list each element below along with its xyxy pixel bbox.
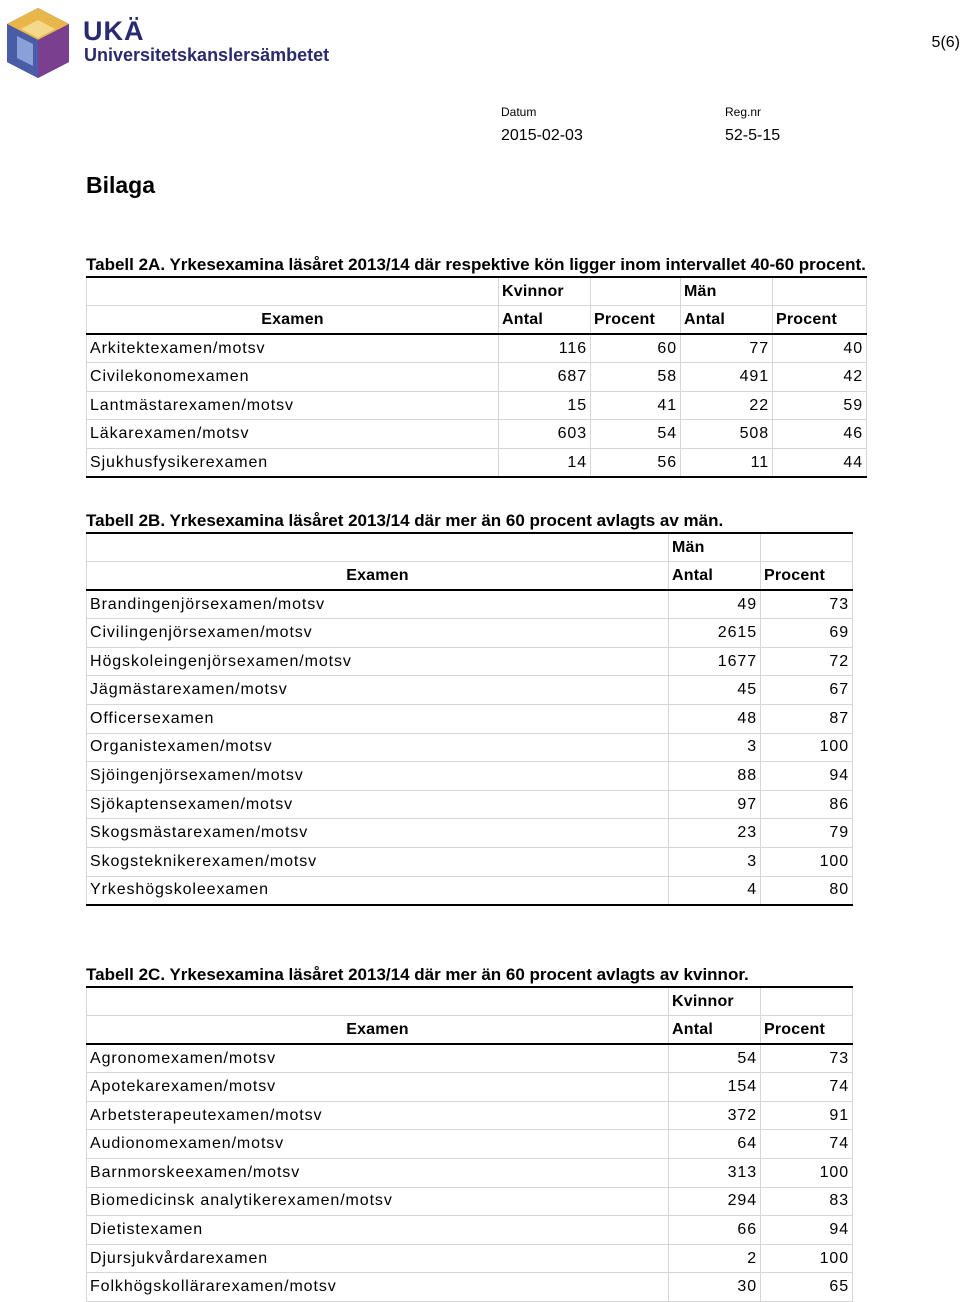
col-header-procent: Procent [761, 1016, 853, 1045]
table-row [87, 619, 853, 648]
cell-kvinnor-procent: 58 [591, 363, 681, 392]
table-row [87, 334, 867, 363]
cell-man-procent: 40 [773, 334, 867, 363]
reg-value: 52-5-15 [725, 127, 781, 144]
group-header-man: Män [669, 533, 761, 562]
cell-procent: 69 [761, 619, 853, 648]
cell-antal: 154 [669, 1073, 761, 1102]
table-2a [86, 276, 867, 478]
cell-examen: Agronomexamen/motsv [87, 1044, 669, 1073]
cell-antal: 64 [669, 1130, 761, 1159]
table-row [87, 1073, 853, 1102]
date-label: Datum [501, 105, 537, 119]
cell-examen: Officersexamen [87, 705, 669, 734]
col-header-procent: Procent [591, 306, 681, 335]
cell-procent: 73 [761, 1044, 853, 1073]
cell-man-procent: 46 [773, 420, 867, 449]
cell-man-procent: 44 [773, 449, 867, 478]
table-row [87, 391, 867, 420]
cell-antal: 23 [669, 819, 761, 848]
group-header-kvinnor: Kvinnor [499, 277, 591, 306]
cell-antal: 294 [669, 1187, 761, 1216]
table-row [87, 1159, 853, 1188]
cell-examen: Barnmorskeexamen/motsv [87, 1159, 669, 1188]
cell-kvinnor-antal: 116 [499, 334, 591, 363]
cell-antal: 66 [669, 1216, 761, 1245]
cell-antal: 372 [669, 1101, 761, 1130]
table-row [87, 762, 853, 791]
table-row [87, 876, 853, 905]
cell-antal: 3 [669, 848, 761, 877]
org-name: Universitetskanslersämbetet [84, 45, 330, 65]
cell-antal: 4 [669, 876, 761, 905]
table-row [87, 1044, 853, 1073]
table-row [87, 790, 853, 819]
cell-antal: 49 [669, 590, 761, 619]
col-header-examen: Examen [87, 562, 669, 591]
cell-kvinnor-antal: 687 [499, 363, 591, 392]
cell-examen: Biomedicinsk analytikerexamen/motsv [87, 1187, 669, 1216]
col-header-examen: Examen [87, 1016, 669, 1045]
table-row [87, 647, 853, 676]
cell-antal: 54 [669, 1044, 761, 1073]
cell-examen: Skogsteknikerexamen/motsv [87, 848, 669, 877]
header-spacer [87, 277, 499, 306]
cell-procent: 67 [761, 676, 853, 705]
cell-man-antal: 508 [681, 420, 773, 449]
cell-examen: Sjöingenjörsexamen/motsv [87, 762, 669, 791]
cell-man-antal: 491 [681, 363, 773, 392]
cell-kvinnor-antal: 15 [499, 391, 591, 420]
cell-examen: Folkhögskollärarexamen/motsv [87, 1273, 669, 1302]
cell-antal: 97 [669, 790, 761, 819]
cell-examen: Djursjukvårdarexamen [87, 1244, 669, 1273]
cell-examen: Brandingenjörsexamen/motsv [87, 590, 669, 619]
cell-procent: 74 [761, 1130, 853, 1159]
cell-examen: Civilekonomexamen [87, 363, 499, 392]
cell-procent: 74 [761, 1073, 853, 1102]
cell-procent: 65 [761, 1273, 853, 1302]
cell-antal: 45 [669, 676, 761, 705]
table-row [87, 1216, 853, 1245]
table-row [87, 449, 867, 478]
header-spacer [591, 277, 681, 306]
table-row [87, 705, 853, 734]
header-spacer [773, 277, 867, 306]
cell-procent: 100 [761, 1159, 853, 1188]
cell-kvinnor-procent: 54 [591, 420, 681, 449]
header-spacer [87, 987, 669, 1016]
table-row [87, 676, 853, 705]
cell-procent: 73 [761, 590, 853, 619]
page-heading: Bilaga [86, 172, 156, 198]
cell-examen: Läkarexamen/motsv [87, 420, 499, 449]
col-header-procent: Procent [773, 306, 867, 335]
col-header-antal: Antal [681, 306, 773, 335]
header-spacer [87, 533, 669, 562]
cell-procent: 80 [761, 876, 853, 905]
cell-examen: Apotekarexamen/motsv [87, 1073, 669, 1102]
cell-examen: Arbetsterapeutexamen/motsv [87, 1101, 669, 1130]
cell-man-procent: 42 [773, 363, 867, 392]
table-header-row [87, 306, 867, 335]
cell-antal: 3 [669, 733, 761, 762]
col-header-examen: Examen [87, 306, 499, 335]
table-2a-caption: Tabell 2A. Yrkesexamina läsåret 2013/14 där respektive kön ligger inom intervallet 40-60 procent. [86, 255, 866, 274]
table-header-row [87, 533, 853, 562]
col-header-procent: Procent [761, 562, 853, 591]
cell-examen: Skogsmästarexamen/motsv [87, 819, 669, 848]
page-number: 5(6) [931, 34, 960, 51]
cell-procent: 94 [761, 762, 853, 791]
cell-antal: 88 [669, 762, 761, 791]
cell-examen: Dietistexamen [87, 1216, 669, 1245]
col-header-antal: Antal [669, 562, 761, 591]
table-header-row [87, 987, 853, 1016]
cell-examen: Audionomexamen/motsv [87, 1130, 669, 1159]
table-header-row [87, 277, 867, 306]
cell-antal: 48 [669, 705, 761, 734]
cell-examen: Sjökaptensexamen/motsv [87, 790, 669, 819]
cell-procent: 94 [761, 1216, 853, 1245]
cell-antal: 1677 [669, 647, 761, 676]
cell-kvinnor-procent: 41 [591, 391, 681, 420]
cell-procent: 91 [761, 1101, 853, 1130]
col-header-antal: Antal [499, 306, 591, 335]
cell-antal: 2615 [669, 619, 761, 648]
table-row [87, 819, 853, 848]
date-value: 2015-02-03 [501, 127, 583, 144]
cell-procent: 100 [761, 733, 853, 762]
table-2b [86, 532, 853, 906]
cell-kvinnor-antal: 603 [499, 420, 591, 449]
cell-examen: Sjukhusfysikerexamen [87, 449, 499, 478]
org-abbreviation: UKÄ [83, 16, 145, 46]
cell-procent: 83 [761, 1187, 853, 1216]
table-header-row [87, 562, 853, 591]
cell-antal: 313 [669, 1159, 761, 1188]
table-row [87, 1244, 853, 1273]
group-header-kvinnor: Kvinnor [669, 987, 761, 1016]
cell-procent: 79 [761, 819, 853, 848]
uka-logo-icon [5, 6, 71, 80]
table-2c-caption: Tabell 2C. Yrkesexamina läsåret 2013/14 där mer än 60 procent avlagts av kvinnor. [86, 965, 749, 984]
table-row [87, 363, 867, 392]
table-row [87, 420, 867, 449]
cell-man-procent: 59 [773, 391, 867, 420]
cell-examen: Yrkeshögskoleexamen [87, 876, 669, 905]
table-row [87, 848, 853, 877]
cell-procent: 87 [761, 705, 853, 734]
cell-examen: Organistexamen/motsv [87, 733, 669, 762]
table-row [87, 1130, 853, 1159]
cell-antal: 2 [669, 1244, 761, 1273]
cell-kvinnor-procent: 60 [591, 334, 681, 363]
cell-procent: 100 [761, 848, 853, 877]
cell-kvinnor-procent: 56 [591, 449, 681, 478]
cell-antal: 30 [669, 1273, 761, 1302]
table-row [87, 590, 853, 619]
cell-man-antal: 22 [681, 391, 773, 420]
cell-procent: 100 [761, 1244, 853, 1273]
cell-procent: 86 [761, 790, 853, 819]
cell-examen: Jägmästarexamen/motsv [87, 676, 669, 705]
table-2c [86, 986, 853, 1302]
cell-procent: 72 [761, 647, 853, 676]
cell-examen: Lantmästarexamen/motsv [87, 391, 499, 420]
cell-kvinnor-antal: 14 [499, 449, 591, 478]
group-header-man: Män [681, 277, 773, 306]
cell-examen: Arkitektexamen/motsv [87, 334, 499, 363]
table-2b-caption: Tabell 2B. Yrkesexamina läsåret 2013/14 där mer än 60 procent avlagts av män. [86, 511, 724, 530]
table-row [87, 1187, 853, 1216]
cell-examen: Högskoleingenjörsexamen/motsv [87, 647, 669, 676]
header-spacer [761, 533, 853, 562]
header-spacer [761, 987, 853, 1016]
cell-examen: Civilingenjörsexamen/motsv [87, 619, 669, 648]
cell-man-antal: 77 [681, 334, 773, 363]
cell-man-antal: 11 [681, 449, 773, 478]
reg-label: Reg.nr [725, 105, 762, 119]
table-row [87, 733, 853, 762]
table-row [87, 1273, 853, 1302]
table-header-row [87, 1016, 853, 1045]
col-header-antal: Antal [669, 1016, 761, 1045]
table-row [87, 1101, 853, 1130]
